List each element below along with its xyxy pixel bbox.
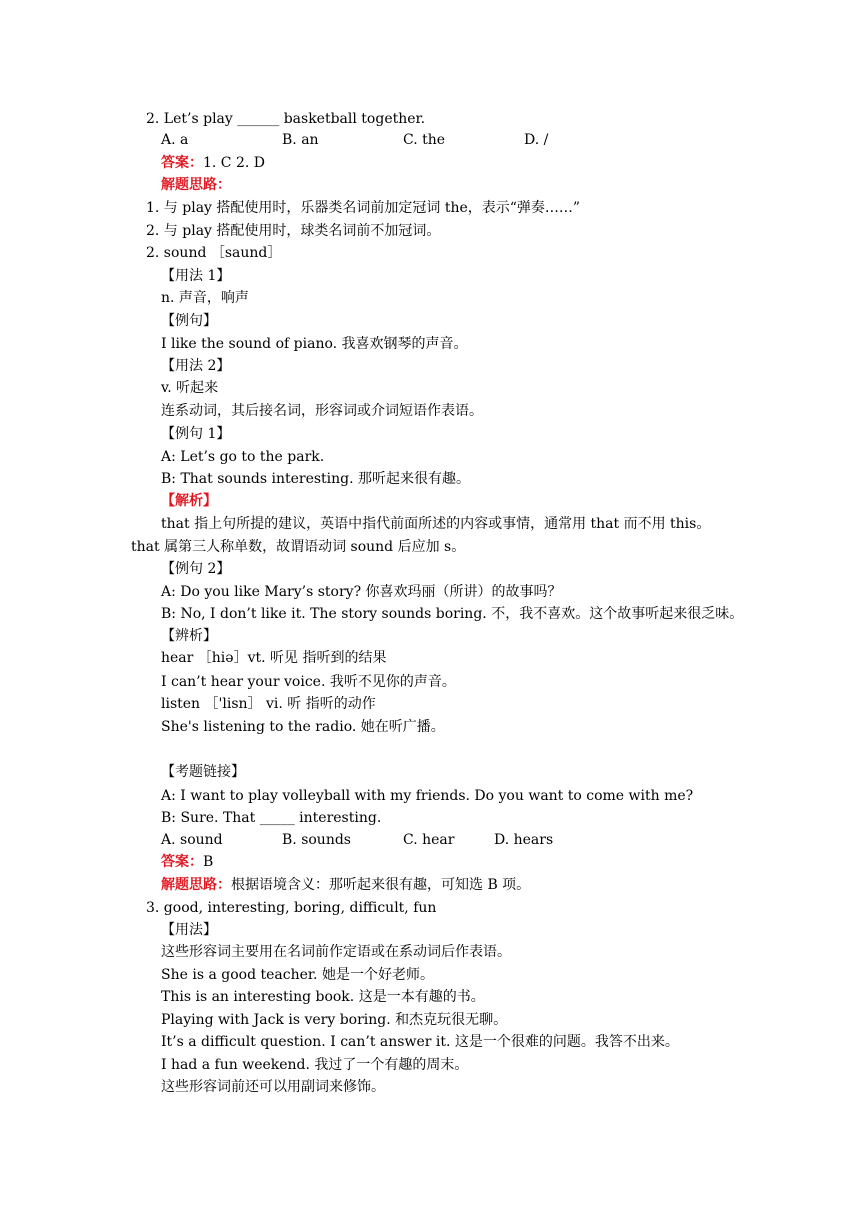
- adjective-example-5: I had a fun weekend. 我过了一个有趣的周末。: [161, 1057, 469, 1073]
- option-c: C. the: [403, 132, 446, 148]
- listen-example: She's listening to the radio. 她在听广播。: [161, 719, 445, 735]
- exam-answer-text: B: [203, 854, 214, 870]
- example2-line-b: B: No, I don’t like it. The story sounds boring. 不，我不喜欢。这个故事听起来很乏味。: [161, 606, 744, 622]
- usage2-note: 连系动词，其后接名词，形容词或介词短语作表语。: [161, 403, 483, 419]
- option-d: D. /: [524, 132, 549, 148]
- example2-label: 【例句 2】: [161, 561, 231, 577]
- adjectives-usage-note: 这些形容词主要用在名词前作定语或在系动词后作表语。: [161, 944, 511, 960]
- option-a: A. a: [161, 132, 189, 148]
- exam-option-d: D. hears: [494, 832, 554, 848]
- usage1-definition: n. 声音，响声: [161, 290, 249, 306]
- analysis-line-1: that 指上句所提的建议，英语中指代前面所述的内容或事情，通常用 that 而不用 this。: [161, 516, 711, 532]
- sound-heading: 2. sound ［saund］: [146, 245, 282, 261]
- exam-solution: [161, 876, 530, 894]
- adjectives-closing: 这些形容词前还可以用副词来修饰。: [161, 1079, 385, 1095]
- exam-solution-label: 解题思路：: [161, 877, 231, 893]
- exam-option-b: B. sounds: [282, 832, 351, 848]
- exam-answer: [161, 853, 213, 871]
- listen-line: listen ［'lisn］ vi. 听 指听的动作: [161, 696, 376, 712]
- question-stem: 2. Let’s play ______ basketball together.: [146, 111, 426, 127]
- adjective-example-2: This is an interesting book. 这是一本有趣的书。: [161, 989, 485, 1005]
- exam-link-label: 【考题链接】: [161, 764, 245, 780]
- answer-label: 答案：: [161, 155, 203, 171]
- option-b: B. an: [282, 132, 319, 148]
- example1-line-a: A: Let’s go to the park.: [161, 449, 325, 465]
- analysis-point-1: 1. 与 play 搭配使用时，乐器类名词前加定冠词 the，表示“弹奏……”: [146, 200, 581, 216]
- example-label: 【例句】: [161, 313, 217, 329]
- adjectives-usage-label: 【用法】: [161, 922, 217, 938]
- adjectives-heading: 3. good, interesting, boring, difficult, fun: [146, 900, 437, 916]
- distinguish-label: 【辨析】: [161, 628, 217, 644]
- usage2-label: 【用法 2】: [161, 358, 231, 374]
- analysis-label: 解题思路：: [161, 177, 231, 193]
- exam-option-c: C. hear: [403, 832, 455, 848]
- hear-line: hear ［hiə］vt. 听见 指听到的结果: [161, 650, 387, 666]
- example-sentence: I like the sound of piano. 我喜欢钢琴的声音。: [161, 336, 468, 352]
- hear-example: I can’t hear your voice. 我听不见你的声音。: [161, 674, 456, 690]
- exam-question-a: A: I want to play volleyball with my friends. Do you want to come with me?: [161, 788, 694, 804]
- exam-solution-text: 根据语境含义：那听起来很有趣，可知选 B 项。: [231, 877, 531, 893]
- exam-option-a: A. sound: [161, 832, 223, 848]
- adjective-example-4: It’s a difficult question. I can’t answer it. 这是一个很难的问题。我答不出来。: [161, 1034, 679, 1050]
- example1-label: 【例句 1】: [161, 426, 231, 442]
- usage2-definition: v. 听起来: [161, 380, 219, 396]
- exam-question-b: B: Sure. That _____ interesting.: [161, 810, 382, 826]
- analysis-line-2: that 属第三人称单数，故谓语动词 sound 后应加 s。: [131, 539, 466, 555]
- answer-text: 1. C 2. D: [203, 155, 266, 171]
- example1-line-b: B: That sounds interesting. 那听起来很有趣。: [161, 471, 471, 487]
- example2-line-a: A: Do you like Mary’s story? 你喜欢玛丽（所讲）的故事吗？: [161, 584, 562, 600]
- analysis-point-2: 2. 与 play 搭配使用时，球类名词前不加冠词。: [146, 223, 441, 239]
- analysis-heading: 【解析】: [161, 493, 217, 509]
- adjective-example-1: She is a good teacher. 她是一个好老师。: [161, 967, 434, 983]
- usage1-label: 【用法 1】: [161, 268, 231, 284]
- exam-answer-label: 答案：: [161, 854, 203, 870]
- answer-line: [161, 154, 265, 172]
- adjective-example-3: Playing with Jack is very boring. 和杰克玩很无聊。: [161, 1012, 508, 1028]
